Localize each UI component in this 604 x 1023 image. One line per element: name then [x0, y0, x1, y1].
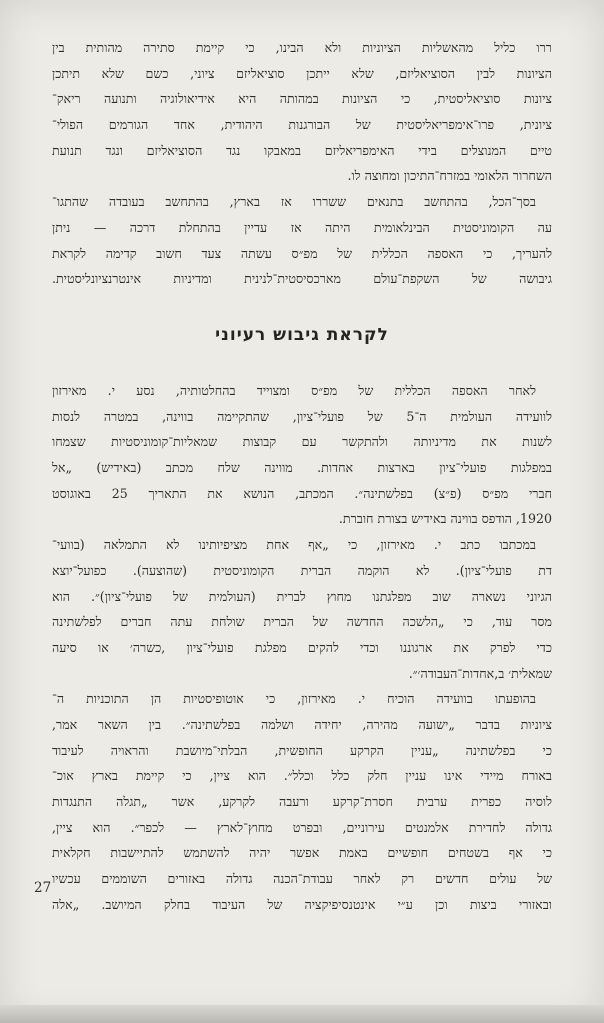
text-line: ציוניות בדבר „ישועה מהירה, יחידה ושלמה בפלשתינה״. בין השאר אמר,	[52, 716, 552, 732]
text-line: גיבושה של השקפת־עולם מארכסיסטית־לנינית ומדיניות אינטרנציונליסטית.	[52, 271, 552, 287]
text-line: שמאלית׳ ב,אחדות־העבודה׳״.	[408, 665, 552, 681]
text-line: הגיוני נשארה שוב מפלגתנו מחוץ לברית (העולמית של פועלי־ציון)״. הוא	[52, 588, 552, 604]
text-line: 1920, הודפס בווינה באידיש בצורת חוברת.	[338, 511, 552, 527]
text-line: בסך־הכל, בהתחשב בתנאים ששררו אז בארץ, בהתחשב בעובדה שהתגו־	[52, 194, 536, 210]
text-line: במכתבו כתב י. מאירזון, כי „אף אחת מציפיותינו לא התמלאה (בוועי־	[52, 537, 536, 553]
text-line: גדולה לחדירת אלמנטים עירוניים, ובפרט מחוץ־לארץ — לכפר״. הוא ציין,	[52, 819, 552, 835]
text-line: הציונות לבין הסוציאליזם, שלא ייתכן סוציאליזם ציוני, כשם שלא תיתכן	[52, 65, 552, 81]
text-line: ציונית, פרו־אימפריאליסטית של הבורגנות היהודית, אחד הגורמים הפולי־	[52, 117, 552, 133]
text-line: לוועידה העולמית ה־5 של פועלי־ציון, שהתקיימה בווינה, במטרה לנסות	[52, 408, 552, 424]
text-line: של עולים חדשים רק לאחר עבודת־הכנה גדולה באזורים השוממים עכשיו	[52, 871, 552, 887]
page-number: 27	[34, 880, 52, 896]
top-paragraph	[52, 35, 552, 292]
text-line: בהופעתו בוועידה הוכיח י. מאירזון, כי אוטופיסטיות הן התוכניות ה־	[52, 691, 536, 707]
text-line: כי בפלשתינה „עניין הקרקע החופשית, הבלתי־מיושבת והראויה לעיבוד	[52, 742, 552, 758]
text-line: עה הקומוניסטית הבינלאומית היתה אז עדיין בהתחלת דרכה — ניתן	[52, 219, 552, 235]
section-heading: לקראת גיבוש רעיוני	[215, 325, 389, 345]
text-line: לאחר האספה הכללית של מפ״ס ומצוייד בהחלטותיה, נסע י. מאירזון	[52, 383, 536, 398]
text-line: ציונות סוציאליסטית, כי הציונות במהותה היא אידיאולוגיה ותנועה ריאק־	[52, 91, 552, 107]
text-line: דת פועלי־ציון). לא הוקמה הברית הקומוניסטית (שהוצעה). כפועל־יוצא	[52, 562, 552, 578]
text-line: במפלגות פועלי־ציון בארצות אחדות. מווינה שלח מכתב (באידיש) „אל	[52, 460, 552, 476]
text-line: ררו כליל מהאשליות הציוניות ולא הבינו, כי קיימת סתירה מהותית בין	[52, 40, 552, 55]
text-line: השחרור הלאומי במזרח־התיכון ומחוצה לו.	[347, 168, 552, 184]
text-line: להעריך, כי האספה הכללית של מפ״ס עשתה צעד חשוב קדימה לקראת	[52, 245, 552, 261]
text-line: לוסיה כפרית ערבית חסרת־קרקע ורעבה לקרקע, אשר „תגלה התנגדות	[52, 794, 552, 809]
text-line: כדי לפרק את ארגוננו וכדי להקים מפלגת פועלי־ציון ,כשרה׳ או סיעה	[52, 639, 552, 655]
text-line: טיים המנוצלים בידי האימפריאליזם במאבקו נגד הסוציאליזם ונגד תנועת	[52, 142, 552, 158]
text-line: כי אף בשטחים חופשיים באמת אפשר יהיה להשתמש להתיישבות חקלאית	[52, 845, 552, 861]
text-line: באורח מיידי אינו עניין חלק כלל וכלל״. הוא ציין, כי קיימת בארץ אוכ־	[52, 768, 552, 784]
text-line: חברי מפ״ס (פ״צ) בפלשתינה״. המכתב, הנושא את התאריך 25 באוגוסט	[52, 485, 552, 501]
text-line: מסר עוד, כי „הלשכה החדשה של הברית שולחת עתה חברים לפלשתינה	[52, 614, 552, 630]
bottom-paragraphs	[52, 378, 552, 917]
text-line: לשנות את מדיניותה ולהתקשר עם קבוצות שמאליות־קומוניסטיות שצמחו	[52, 434, 552, 450]
text-line: ובאזורי ביצות וכן ע״י אינטנסיפיקציה של העיבוד בחלק המיושב. „אלה	[52, 896, 552, 912]
